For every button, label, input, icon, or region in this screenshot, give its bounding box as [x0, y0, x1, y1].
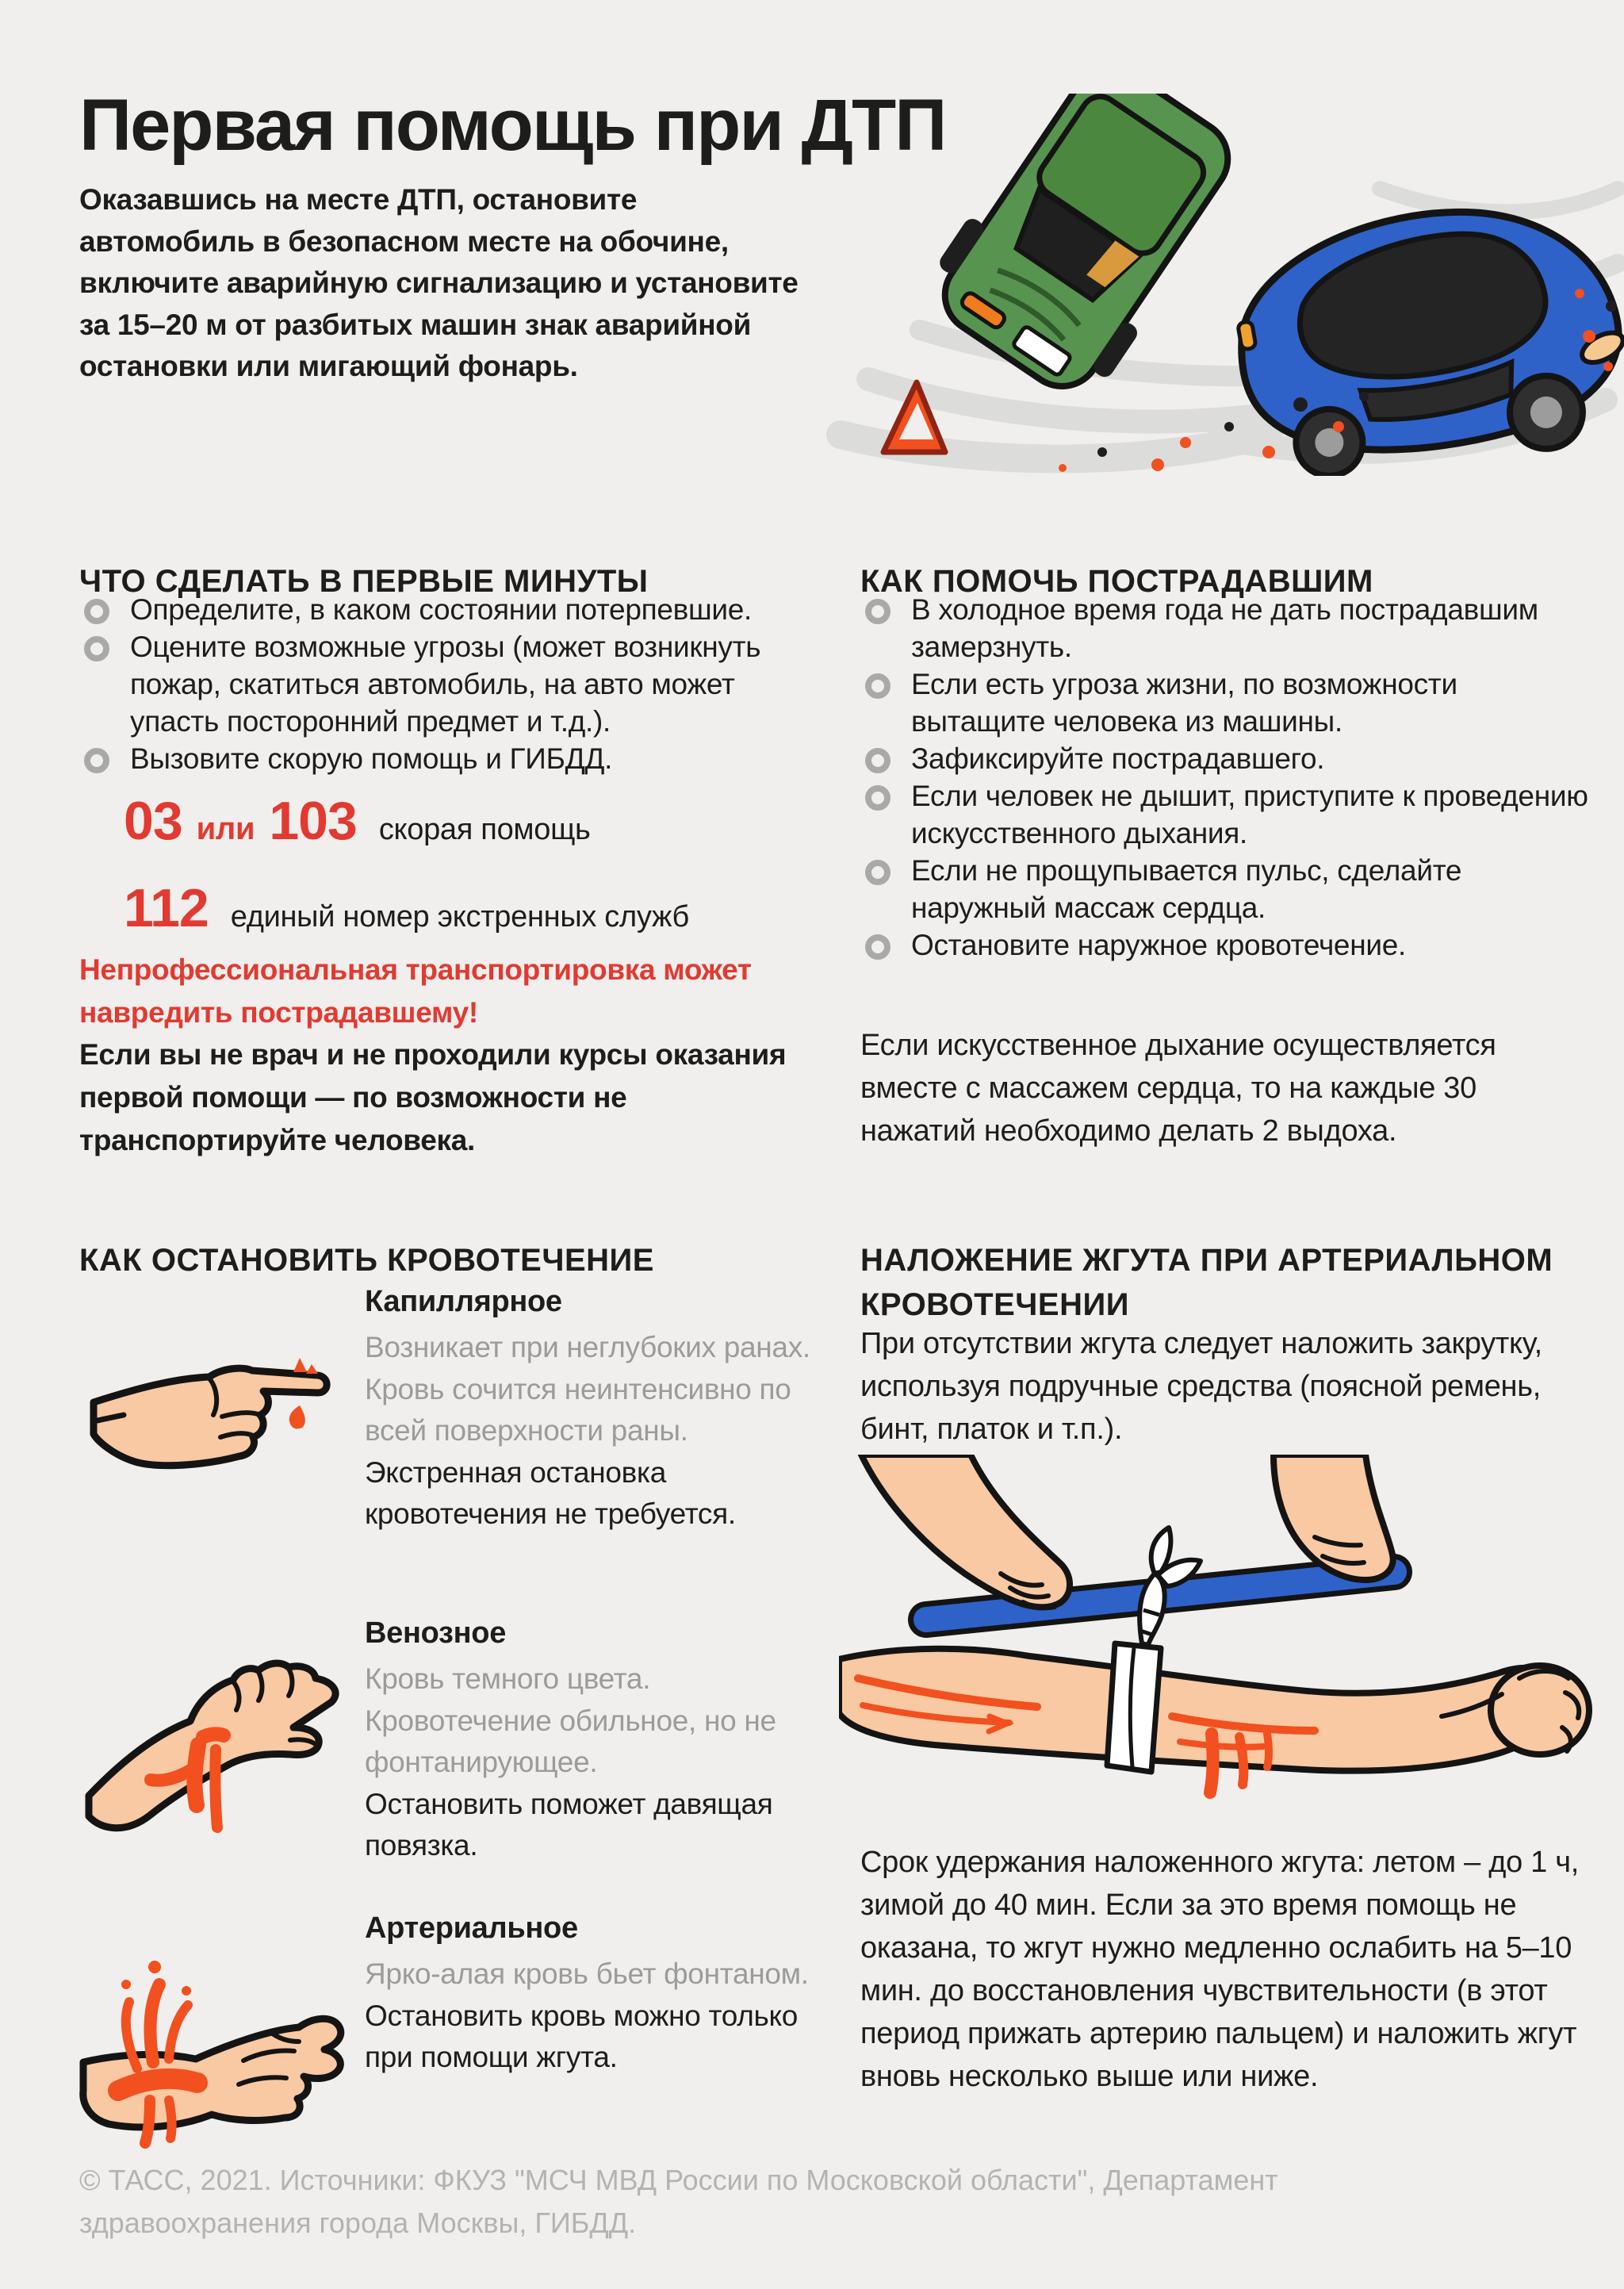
- phone-number-03: 03: [124, 791, 182, 851]
- list-item: В холодное время года не дать пострадавшим замерзнуть.: [860, 592, 1598, 666]
- helper-hand-right: [1274, 1455, 1393, 1580]
- bleeding-type-description: Ярко-алая кровь бьет фонтаном.: [365, 1957, 809, 1990]
- ambulance-phone-row: [124, 790, 689, 852]
- first-minutes-list: [79, 592, 801, 778]
- phone-label-emergency: единый номер экстренных служб: [230, 900, 690, 934]
- bleeding-type-description: Возникает при неглубоких ранах. Кровь сочится неинтенсивно по всей поверхности раны.: [365, 1331, 810, 1447]
- venous-bleeding-hand-icon: [78, 1651, 347, 1885]
- green-car-icon: [916, 94, 1257, 411]
- copyright-sources-footer: © ТАСС, 2021. Источники: ФКУЗ "МСЧ МВД России по Московской области", Департамент здравоохранения города Москвы, ГИБДД.: [79, 2164, 1278, 2239]
- section-heading-first-minutes: ЧТО СДЕЛАТЬ В ПЕРВЫЕ МИНУТЫ: [79, 564, 649, 600]
- phone-number-103: 103: [269, 791, 357, 851]
- phone-label-ambulance: скорая помощь: [378, 813, 591, 846]
- warning-text-red: Непрофессиональная транспортировка может навредить пострадавшему!: [79, 953, 752, 1029]
- emergency-phone-row: [124, 877, 689, 939]
- bleeding-type-venous: [365, 1616, 817, 1867]
- phone-conjunction: или: [196, 811, 255, 846]
- help-victims-list: [860, 592, 1598, 964]
- list-item: Остановите наружное кровотечение.: [860, 927, 1598, 964]
- bleeding-type-action: Экстренная остановка кровотечения не требуется.: [365, 1455, 736, 1531]
- capillary-bleeding-hand-icon: [89, 1339, 350, 1513]
- list-item: Если человек не дышит, приступите к проведению искусственного дыхания.: [860, 778, 1598, 853]
- page-title: Первая помощь при ДТП: [79, 84, 946, 166]
- tourniquet-application-illustration: [839, 1455, 1600, 1824]
- bleeding-type-title: Артериальное: [365, 1911, 578, 1945]
- bleeding-type-arterial: [365, 1911, 817, 2079]
- transport-warning: [79, 949, 793, 1161]
- list-item: Оцените возможные угрозы (может возникнуть пожар, скатиться автомобиль, на авто может упасть посторонний предмет и т.д.).: [79, 629, 801, 741]
- list-item: Если не прощупывается пульс, сделайте наружный массаж сердца.: [860, 853, 1598, 927]
- list-item: Вызовите скорую помощь и ГИБДД.: [79, 741, 801, 778]
- bleeding-type-description: Кровь темного цвета. Кровотечение обильное, но не фонтанирующее.: [365, 1662, 776, 1779]
- bleeding-type-action: Остановить кровь можно только при помощи жгута.: [365, 1999, 799, 2074]
- bleeding-type-title: Венозное: [365, 1616, 507, 1650]
- list-item: Зафиксируйте пострадавшего.: [860, 741, 1598, 778]
- section-heading-help-victims: КАК ПОМОЧЬ ПОСТРАДАВШИМ: [860, 564, 1373, 600]
- bleeding-type-action: Остановить поможет давящая повязка.: [365, 1787, 773, 1862]
- intro-text: Оказавшись на месте ДТП, остановите автомобиль в безопасном месте на обочине, включите аварийную сигнализацию и установите за 15–20 м от разбитых машин знак аварийной остановки или мигающий фонарь.: [79, 183, 799, 383]
- section-heading-tourniquet: НАЛОЖЕНИЕ ЖГУТА ПРИ АРТЕРИАЛЬНОМ КРОВОТЕЧЕНИИ: [860, 1243, 1553, 1323]
- emergency-phones: [124, 790, 689, 964]
- blue-car-icon: [1222, 183, 1624, 476]
- warning-text-black: Если вы не врач и не проходили курсы оказания первой помощи — по возможности не транспортируйте человека.: [79, 1038, 787, 1156]
- bleeding-type-capillary: [365, 1285, 817, 1536]
- car-crash-illustration: [825, 94, 1624, 476]
- helper-hand-left: [861, 1455, 1070, 1608]
- phone-number-112: 112: [124, 878, 209, 938]
- tourniquet-paragraph-2: Срок удержания наложенного жгута: летом – до 1 ч, зимой до 40 мин. Если за это время помощь не оказана, то жгут нужно медленно ослабить на 5–10 мин. до восстановления чувствительности (в этот период прижать артерию пальцем) и наложить жгут вновь несколько выше или ниже.: [860, 1846, 1580, 2093]
- arterial-bleeding-hand-icon: [75, 1934, 349, 2176]
- bleeding-type-title: Капиллярное: [365, 1285, 562, 1318]
- cpr-note: Если искусственное дыхание осуществляется вместе с массажем сердца, то на каждые 30 нажатий необходимо делать 2 выдоха.: [860, 1029, 1496, 1148]
- list-item: Определите, в каком состоянии потерпевшие.: [79, 592, 801, 629]
- list-item: Если есть угроза жизни, по возможности вытащите человека из машины.: [860, 666, 1598, 741]
- tourniquet-paragraph-1: При отсутствии жгута следует наложить закрутку, используя подручные средства (поясной ремень, бинт, платок и т.п.).: [860, 1327, 1542, 1446]
- section-heading-stop-bleeding: КАК ОСТАНОВИТЬ КРОВОТЕЧЕНИЕ: [79, 1243, 654, 1279]
